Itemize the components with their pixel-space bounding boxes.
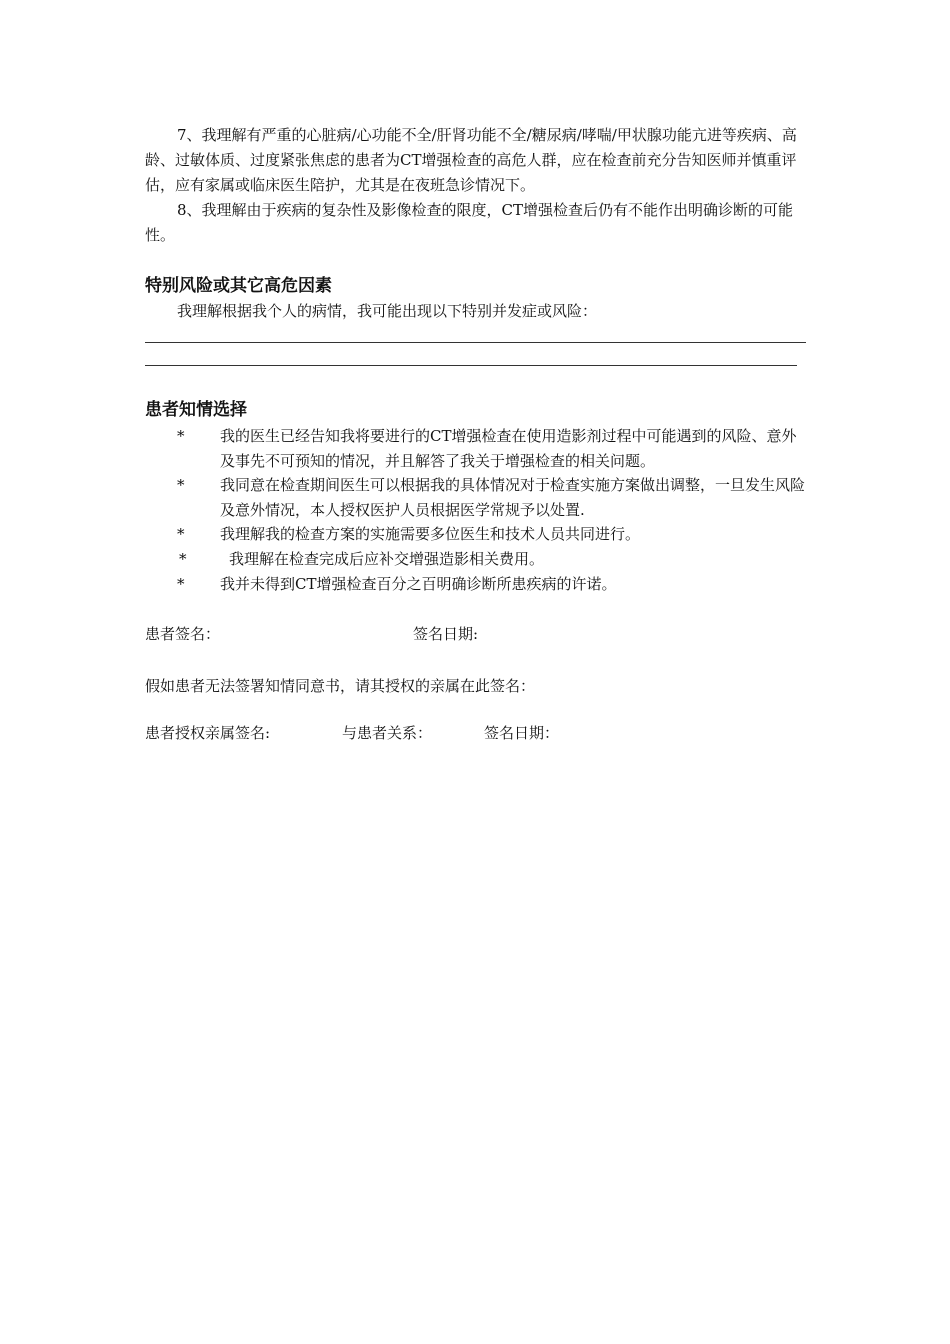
sign-date-label: 签名日期: bbox=[413, 625, 479, 643]
choice-item-text: 我同意在检查期间医生可以根据我的具体情况对于检查实施方案做出调整，一旦发生风险及意外情况，本人授权医护人员根据医学常规予以处置. bbox=[220, 476, 806, 519]
proxy-signature-note: 假如患者无法签署知情同意书，请其授权的亲属在此签名： bbox=[145, 677, 536, 695]
bullet-marker: * bbox=[177, 427, 185, 445]
bullet-marker: * bbox=[177, 476, 185, 494]
informed-choice-heading: 患者知情选择 bbox=[145, 400, 247, 420]
choice-item-text: 我的医生已经告知我将要进行的CT增强检查在使用造影剂过程中可能遇到的风险、意外及事先不可预知的情况，并且解答了我关于增强检查的相关问题。 bbox=[220, 427, 797, 470]
bullet-marker: * bbox=[177, 575, 185, 593]
special-risk-heading: 特别风险或其它高危因素 bbox=[145, 276, 332, 296]
special-risk-blank-line-1 bbox=[145, 342, 806, 343]
special-risk-blank-line-2 bbox=[145, 365, 797, 366]
special-risk-intro: 我理解根据我个人的病情，我可能出现以下特别并发症或风险： bbox=[177, 302, 598, 320]
choice-item-text: 我理解我的检查方案的实施需要多位医生和技术人员共同进行。 bbox=[220, 525, 641, 543]
patient-signature-label: 患者签名： bbox=[145, 625, 221, 643]
relative-signature-label: 患者授权亲属签名: bbox=[145, 724, 271, 742]
relationship-label: 与患者关系： bbox=[342, 724, 433, 742]
bullet-marker: * bbox=[177, 525, 185, 543]
relative-sign-date-label: 签名日期： bbox=[484, 724, 560, 742]
risk-item-7: 7、我理解有严重的心脏病/心功能不全/肝肾功能不全/糖尿病/哮喘/甲状腺功能亢进等疾病、高龄、过敏体质、过度紧张焦虑的患者为CT增强检查的高危人群，应在检查前充分告知医师并慎重评估，应有家属或临床医生陪护，尤其是在夜班急诊情况下。 bbox=[145, 126, 797, 194]
choice-item-text: 我并未得到CT增强检查百分之百明确诊断所患疾病的许诺。 bbox=[220, 575, 617, 593]
bullet-marker: * bbox=[179, 550, 187, 568]
risk-item-8: 8、我理解由于疾病的复杂性及影像检查的限度，CT增强检查后仍有不能作出明确诊断的可能性。 bbox=[145, 201, 794, 244]
choice-item-text: 我理解在检查完成后应补交增强造影相关费用。 bbox=[229, 550, 545, 568]
